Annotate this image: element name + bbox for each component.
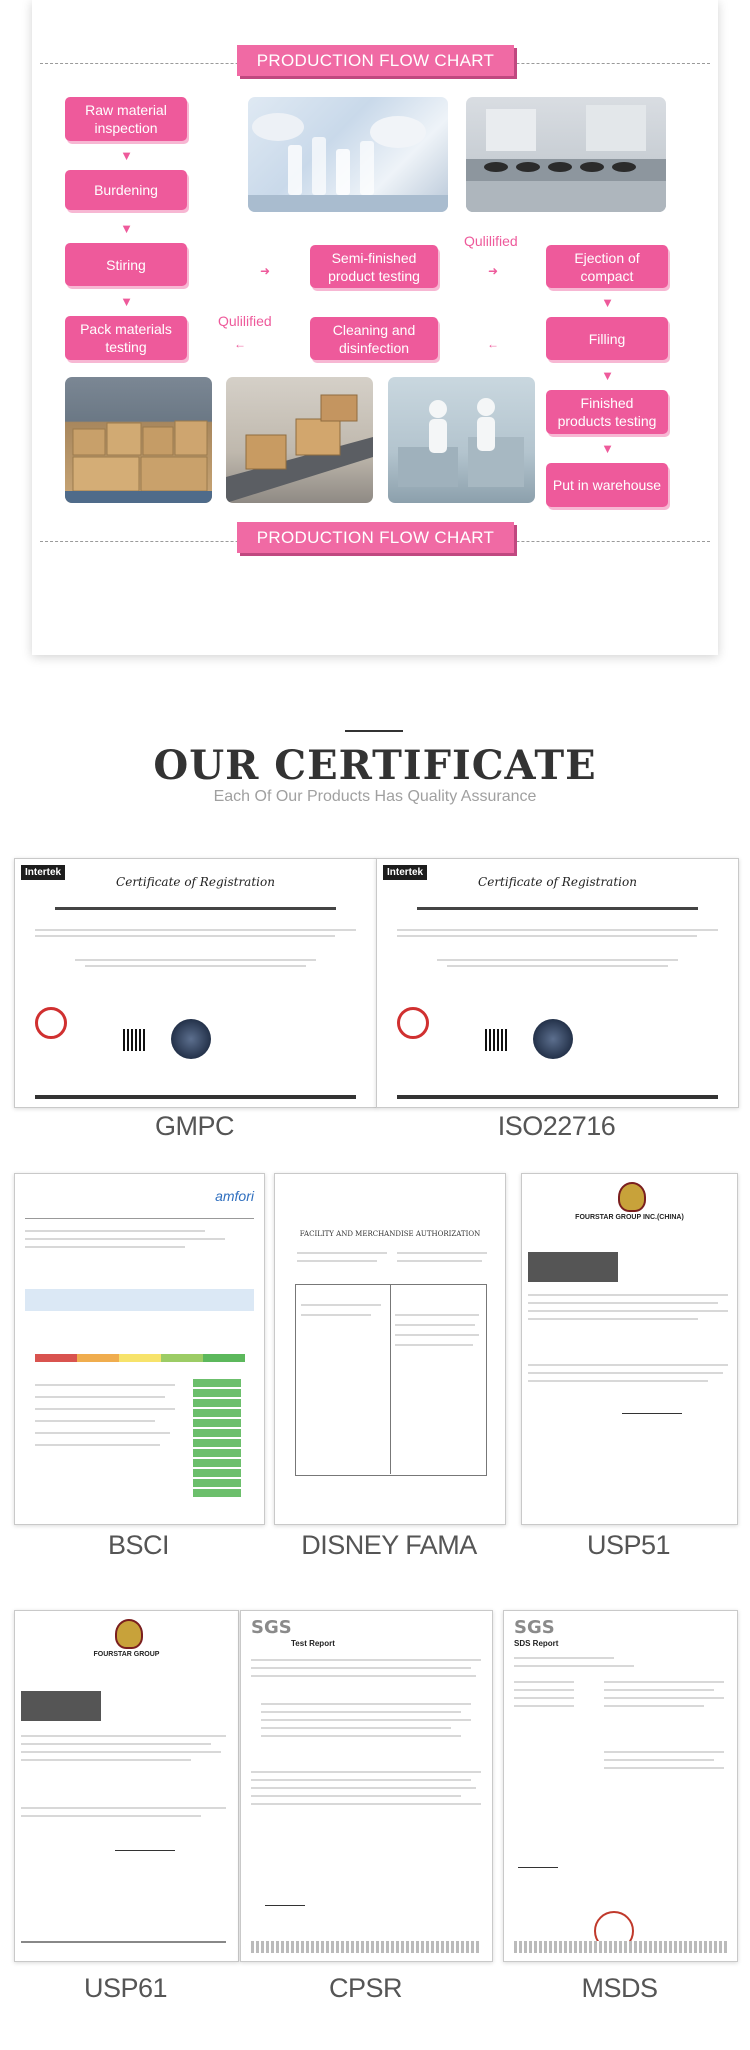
step-filling: Filling bbox=[546, 317, 668, 360]
signature bbox=[115, 1836, 175, 1851]
certificate-heading: FOURSTAR GROUP bbox=[93, 1651, 160, 1658]
usp61-certificate bbox=[14, 1610, 239, 1962]
certificate-subtitle: Each Of Our Products Has Quality Assurance bbox=[213, 788, 537, 805]
step-ejection-of-compact: Ejection of compact bbox=[546, 245, 668, 288]
title-rule bbox=[345, 730, 403, 732]
cleanroom-workers-photo bbox=[388, 377, 535, 503]
seal-icon bbox=[35, 1007, 67, 1039]
arrow-down: ▼ bbox=[601, 441, 614, 456]
caption-usp51: USP51 bbox=[586, 1530, 671, 1560]
cpsr-certificate bbox=[240, 1610, 493, 1962]
arrow-left: ← bbox=[234, 337, 246, 351]
disney-fama-certificate bbox=[274, 1173, 506, 1525]
amfori-logo: amfori bbox=[215, 1188, 254, 1204]
sgs-logo: SGS bbox=[514, 1617, 555, 1638]
step-burdening: Burdening bbox=[65, 170, 187, 210]
qr-code-icon bbox=[485, 1029, 507, 1051]
caption-disney-fama: DISNEY FAMA bbox=[301, 1530, 477, 1560]
flow-banner-top: PRODUCTION FLOW CHART bbox=[237, 45, 514, 76]
rating-bar bbox=[35, 1354, 245, 1362]
warehouse-boxes-illustration bbox=[65, 377, 212, 503]
arrow-down: ▼ bbox=[120, 294, 133, 309]
step-finished-products-testing: Finished products testing bbox=[546, 390, 668, 434]
msds-certificate bbox=[503, 1610, 738, 1962]
certificate-title: OUR CERTIFICATE bbox=[153, 742, 597, 789]
lab-testing-photo bbox=[248, 97, 448, 212]
bsci-certificate bbox=[14, 1173, 265, 1525]
caption-cpsr: CPSR bbox=[328, 1973, 402, 2003]
signature bbox=[622, 1399, 682, 1414]
certificate-heading: Certificate of Registration bbox=[478, 875, 637, 889]
conveyor-boxes-illustration bbox=[226, 377, 373, 503]
arrow-right: ➜ bbox=[487, 264, 499, 278]
arrow-down: ▼ bbox=[120, 221, 133, 236]
intertek-logo: Intertek bbox=[383, 865, 427, 880]
step-stiring: Stiring bbox=[65, 243, 187, 286]
caption-usp61: USP61 bbox=[83, 1973, 168, 2003]
arrow-down: ▼ bbox=[601, 295, 614, 310]
bureau-veritas-logo bbox=[618, 1182, 646, 1212]
caption-gmpc: GMPC bbox=[155, 1111, 234, 1141]
globe-icon bbox=[171, 1019, 211, 1059]
cleanroom-workers-illustration bbox=[388, 377, 535, 503]
iso22716-certificate bbox=[376, 858, 739, 1108]
warehouse-boxes-photo bbox=[65, 377, 212, 503]
sgs-logo: SGS bbox=[251, 1617, 292, 1638]
signature bbox=[518, 1851, 558, 1868]
arrow-right: ➜ bbox=[259, 264, 271, 278]
signature bbox=[265, 1889, 305, 1906]
production-flow-card bbox=[32, 0, 718, 655]
qr-code-icon bbox=[123, 1029, 145, 1051]
arrow-left: ← bbox=[487, 337, 499, 351]
arrow-down: ▼ bbox=[120, 148, 133, 163]
step-pack-materials-testing: Pack materials testing bbox=[65, 316, 187, 360]
bureau-veritas-logo bbox=[115, 1619, 143, 1649]
gmpc-certificate bbox=[14, 858, 377, 1108]
step-put-in-warehouse: Put in warehouse bbox=[546, 463, 668, 507]
certificate-heading: SDS Report bbox=[514, 1639, 559, 1648]
certificate-heading: Test Report bbox=[291, 1639, 335, 1648]
certificate-heading: Certificate of Registration bbox=[116, 875, 275, 889]
intertek-logo: Intertek bbox=[21, 865, 65, 880]
caption-msds: MSDS bbox=[581, 1973, 658, 2003]
lab-testing-illustration bbox=[248, 97, 448, 212]
certificate-heading: FACILITY AND MERCHANDISE AUTHORIZATION bbox=[299, 1230, 481, 1238]
qualified-label: Qulilified bbox=[218, 313, 272, 329]
arrow-down: ▼ bbox=[601, 368, 614, 383]
caption-bsci: BSCI bbox=[107, 1530, 170, 1560]
production-line-illustration bbox=[466, 97, 666, 212]
production-line-photo bbox=[466, 97, 666, 212]
seal-icon bbox=[397, 1007, 429, 1039]
step-cleaning-and-disinfection: Cleaning and disinfection bbox=[310, 317, 438, 360]
globe-icon bbox=[533, 1019, 573, 1059]
flow-banner-bottom: PRODUCTION FLOW CHART bbox=[237, 522, 514, 553]
usp51-certificate bbox=[521, 1173, 738, 1525]
step-raw-material-inspection: Raw material inspection bbox=[65, 97, 187, 141]
conveyor-boxes-photo bbox=[226, 377, 373, 503]
caption-iso22716: ISO22716 bbox=[497, 1111, 616, 1141]
certificate-heading: FOURSTAR GROUP INC.(CHINA) bbox=[575, 1214, 684, 1221]
step-semi-finished-product-testing: Semi-finished product testing bbox=[310, 245, 438, 288]
qualified-label: Qulilified bbox=[464, 233, 518, 249]
